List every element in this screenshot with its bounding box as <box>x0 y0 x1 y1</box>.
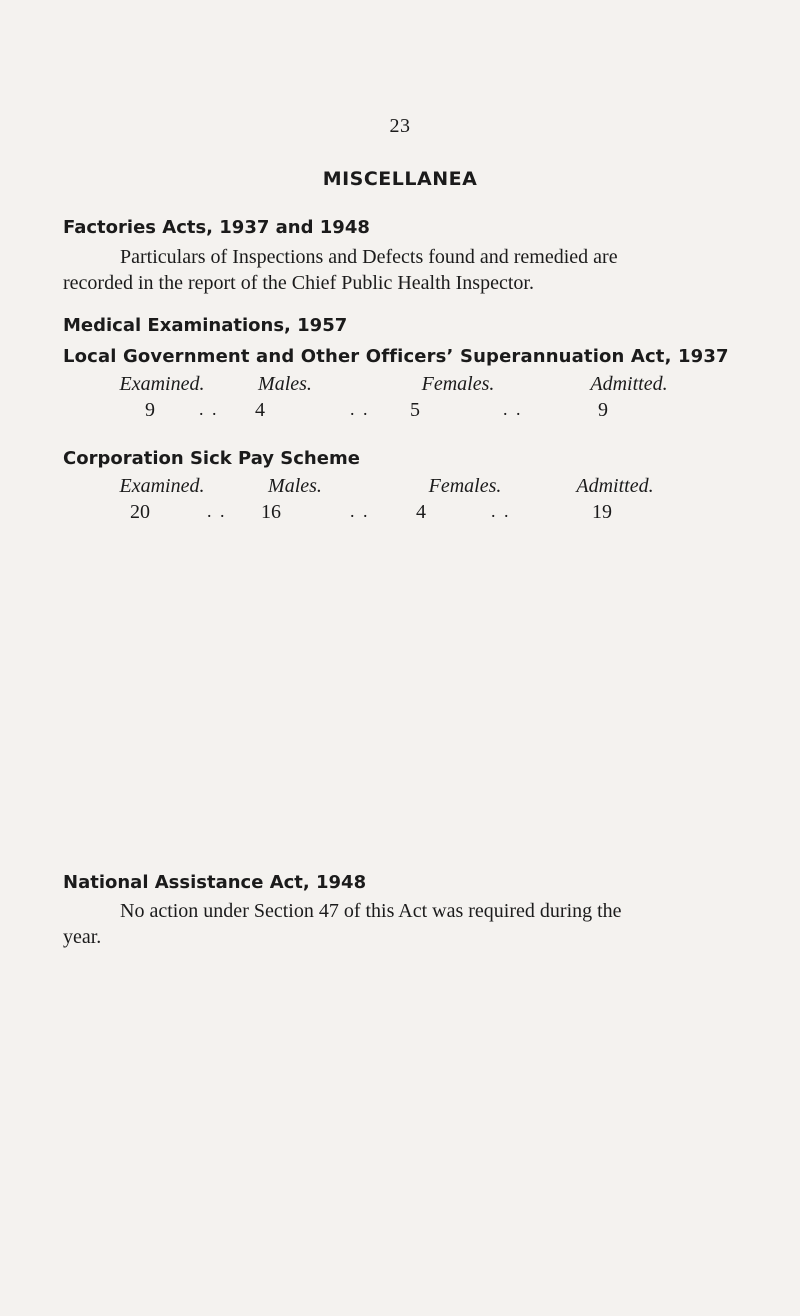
superannuation-header-admitted: Admitted. <box>590 373 668 395</box>
superannuation-header-examined: Examined. <box>119 373 205 395</box>
sick-pay-header-examined: Examined. <box>119 475 205 497</box>
sick-pay-value-males: 16 <box>261 501 281 523</box>
sick-pay-separator-1: . . <box>207 501 227 521</box>
sick-pay-values-row <box>0 501 800 531</box>
sick-pay-header-admitted: Admitted. <box>576 475 654 497</box>
factories-acts-heading: Factories Acts, 1937 and 1948 <box>63 217 370 238</box>
sick-pay-separator-2: . . <box>350 501 370 521</box>
medical-examinations-heading: Medical Examinations, 1957 <box>63 315 348 336</box>
superannuation-act-heading: Local Government and Other Officers’ Superannuation Act, 1937 <box>63 346 729 367</box>
superannuation-value-admitted: 9 <box>598 399 608 421</box>
superannuation-value-females: 5 <box>410 399 420 421</box>
superannuation-header-males: Males. <box>258 373 312 395</box>
sick-pay-value-examined: 20 <box>130 501 150 523</box>
sick-pay-value-admitted: 19 <box>592 501 612 523</box>
national-assistance-line-2: year. <box>63 926 102 948</box>
sick-pay-heading: Corporation Sick Pay Scheme <box>63 448 360 469</box>
national-assistance-heading: National Assistance Act, 1948 <box>63 872 367 893</box>
page-number: 23 <box>389 115 411 137</box>
factories-acts-paragraph <box>63 244 618 296</box>
superannuation-value-examined: 9 <box>145 399 155 421</box>
national-assistance-line-1: No action under Section 47 of this Act was required during the <box>120 900 622 922</box>
superannuation-values-row <box>0 399 800 429</box>
page-title: MISCELLANEA <box>322 168 478 190</box>
superannuation-separator-3: . . <box>503 399 523 419</box>
superannuation-value-males: 4 <box>255 399 265 421</box>
factories-acts-line-1: Particulars of Inspections and Defects found and remedied are <box>120 246 618 268</box>
national-assistance-paragraph <box>63 898 622 950</box>
superannuation-header-females: Females. <box>421 373 495 395</box>
superannuation-separator-2: . . <box>350 399 370 419</box>
sick-pay-value-females: 4 <box>416 501 426 523</box>
sick-pay-header-females: Females. <box>428 475 502 497</box>
sick-pay-separator-3: . . <box>491 501 511 521</box>
sick-pay-header-males: Males. <box>268 475 322 497</box>
superannuation-separator-1: . . <box>199 399 219 419</box>
factories-acts-line-2: recorded in the report of the Chief Public Health Inspector. <box>63 272 534 294</box>
